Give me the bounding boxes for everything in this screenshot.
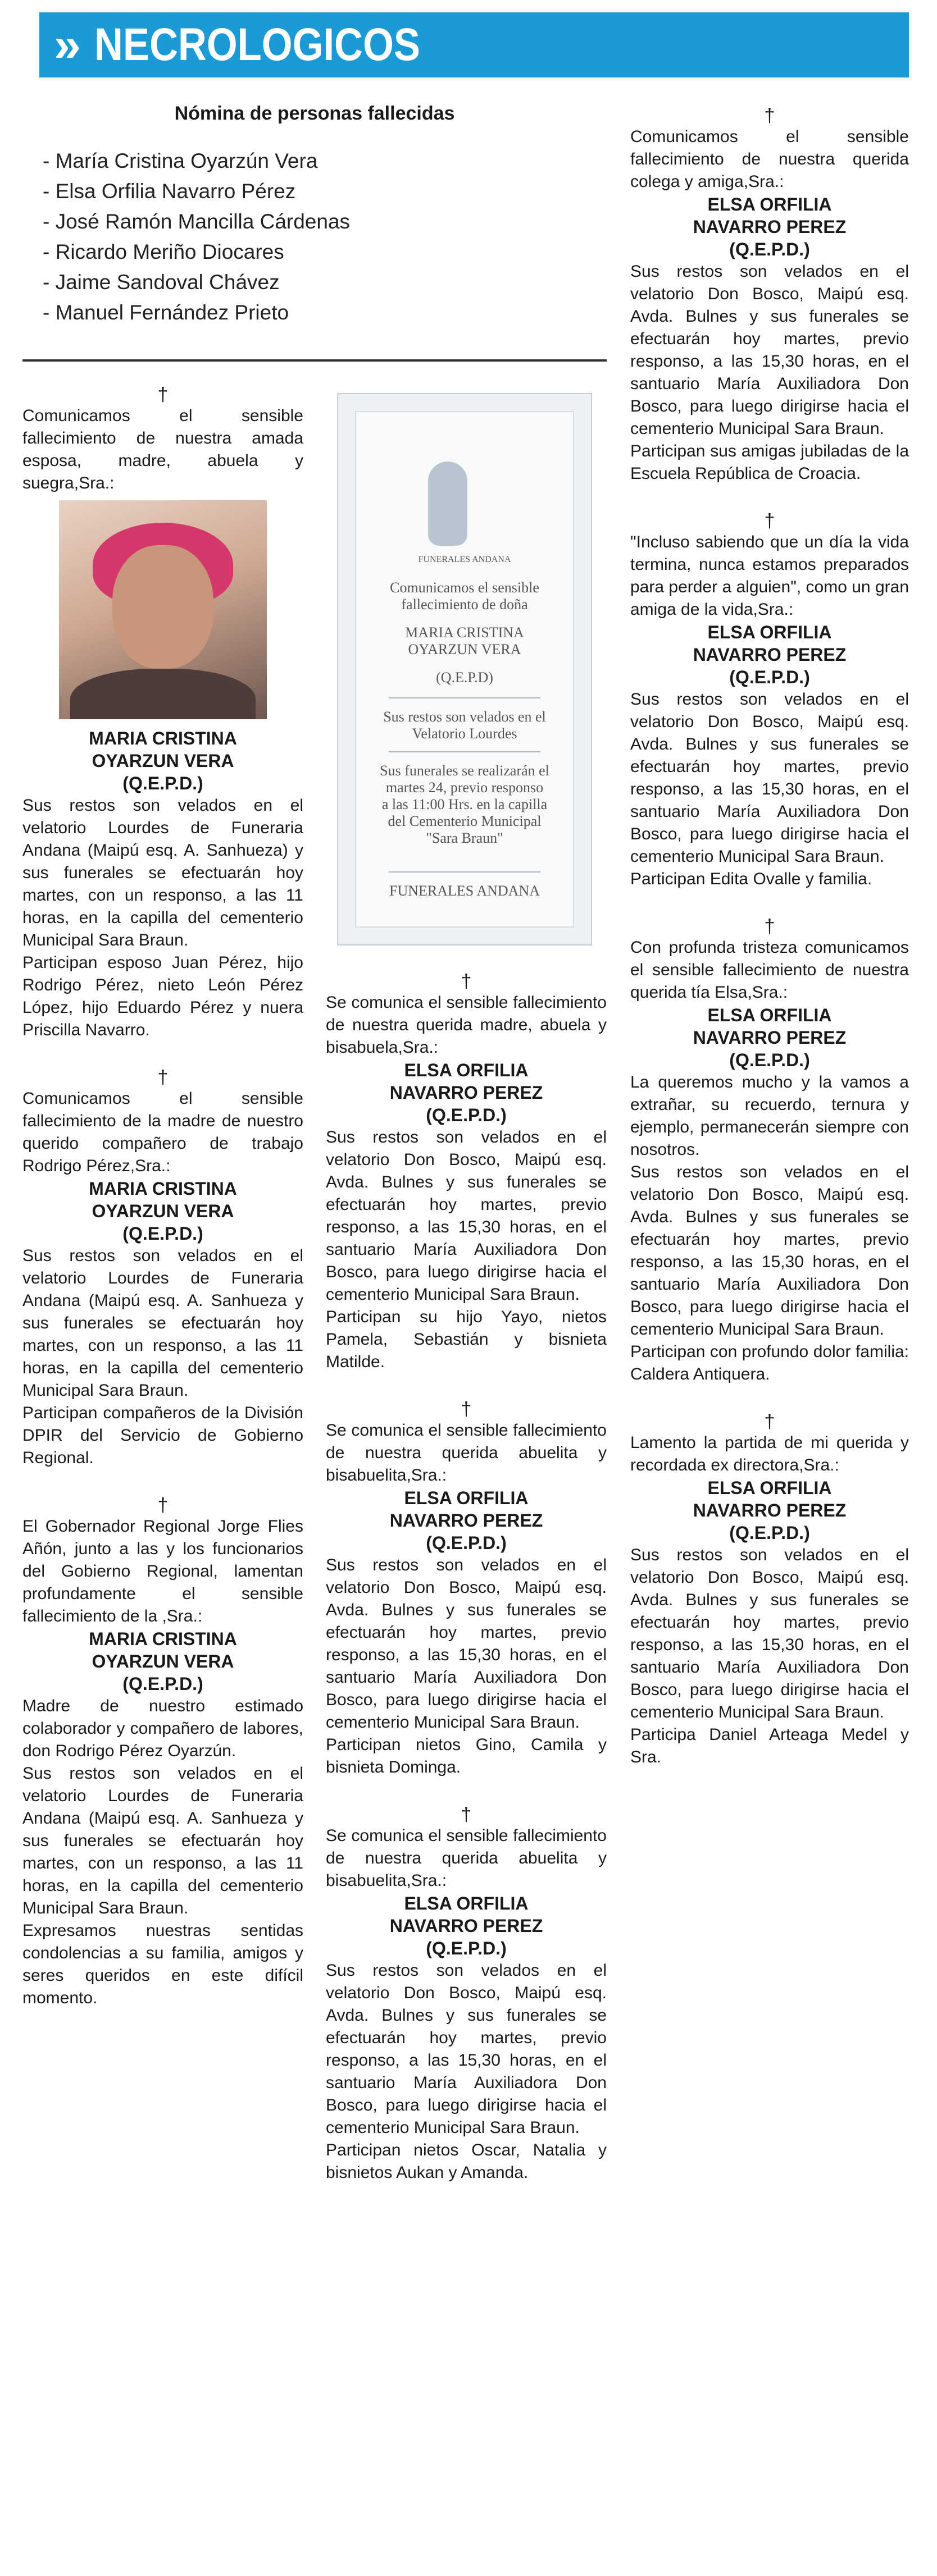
deceased-list-heading: Nómina de personas fallecidas: [174, 103, 455, 124]
deceased-name-line2: NAVARRO PEREZ: [389, 1916, 543, 1936]
deceased-name-line2: OYARZUN VERA: [92, 751, 234, 771]
deceased-name-line1: ELSA ORFILIA: [707, 194, 832, 214]
qepd: (Q.E.P.D.): [122, 1674, 203, 1694]
deceased-name-line1: ELSA ORFILIA: [707, 622, 832, 642]
cross-icon: †: [764, 510, 775, 532]
deceased-name-line2: NAVARRO PEREZ: [693, 1027, 847, 1048]
deceased-name-line1: MARIA CRISTINA: [89, 1179, 237, 1199]
notice-participants: Participan compañeros de la División DPIR del Servicio de Gobierno Regional.: [22, 1404, 303, 1467]
card-divider: [389, 751, 540, 752]
cross-icon: †: [157, 1495, 169, 1516]
obituary-notice: [22, 1067, 303, 1469]
card-text: a las 11:00 Hrs. en la capilla: [381, 796, 548, 812]
notice-intro: Con profunda tristeza comunicamos el sensible fallecimiento de nuestra querida tía Elsa,Sra.:: [630, 938, 909, 1002]
deceased-name-line2: NAVARRO PEREZ: [389, 1510, 543, 1531]
deceased-name: - Manuel Fernández Prieto: [43, 298, 607, 328]
notice-participants: Expresamos nuestras sentidas condolencias a su familia, amigos y seres queridos en este difícil momento.: [22, 1921, 303, 2007]
card-text: Comunicamos el sensible: [390, 579, 539, 596]
notice-participants: Participan sus amigas jubiladas de la Escuela República de Croacia.: [630, 442, 909, 483]
cross-icon: †: [157, 1067, 169, 1088]
notice-intro: Lamento la partida de mi querida y recordada ex directora,Sra.:: [630, 1433, 909, 1474]
notice-body: Sus restos son velados en el velatorio Don Bosco, Maipú esq. Avda. Bulnes y sus funerales se efectuarán hoy martes, previo responso, a las 15,30 horas, en el santuario María Auxiliadora Don Bosco, para luego dirigirse hacia el cementerio Municipal Sara Braun.: [630, 262, 909, 438]
notice-body: Sus restos son velados en el velatorio Don Bosco, Maipú esq. Avda. Bulnes y sus funerales se efectuarán hoy martes, previo responso, a las 15,30 horas, en el santuario María Auxiliadora Don Bosco, para luego dirigirse hacia el cementerio Municipal Sara Braun.: [326, 1128, 607, 1304]
cross-icon: †: [461, 1804, 472, 1825]
obituary-notice: [22, 385, 303, 1042]
notice-body: Sus restos son velados en el velatorio Don Bosco, Maipú esq. Avda. Bulnes y sus funerales se efectuarán hoy martes, previo responso, a las 15,30 horas, en el santuario María Auxiliadora Don Bosco, para luego dirigirse hacia el cementerio Municipal Sara Braun.: [630, 690, 909, 866]
notice-body: Sus restos son velados en el velatorio Don Bosco, Maipú esq. Avda. Bulnes y sus funerales se efectuarán hoy martes, previo responso, a las 15,30 horas, en el santuario María Auxiliadora Don Bosco, para luego dirigirse hacia el cementerio Municipal Sara Braun.: [630, 1546, 909, 1721]
notice-participants: Participan nietos Gino, Camila y bisnieta Dominga.: [326, 1735, 607, 1776]
deceased-name-line1: ELSA ORFILIA: [404, 1488, 529, 1508]
obituary-notice: [630, 106, 909, 485]
notice-body: Sus restos son velados en el velatorio Don Bosco, Maipú esq. Avda. Bulnes y sus funerales se efectuarán hoy martes, previo responso, a las 15,30 horas, en el santuario María Auxiliadora Don Bosco, para luego dirigirse hacia el cementerio Municipal Sara Braun.: [326, 1556, 607, 1732]
notice-intro: Se comunica el sensible fallecimiento de nuestra querida madre, abuela y bisabuela,Sra.:: [326, 993, 607, 1057]
card-footer: FUNERALES ANDANA: [389, 883, 540, 899]
qepd: (Q.E.P.D.): [729, 1523, 810, 1543]
qepd: (Q.E.P.D.): [729, 1050, 810, 1070]
obituary-notice: [630, 916, 909, 1386]
qepd: (Q.E.P.D.): [426, 1533, 507, 1553]
qepd: (Q.E.P.D.): [426, 1938, 507, 1958]
notice-intro: "Incluso sabiendo que un día la vida termina, nunca estamos preparados para perder a alguien", como un gran amiga de la vida,Sra.:: [630, 533, 909, 619]
deceased-name-line1: ELSA ORFILIA: [707, 1005, 832, 1025]
notice-body: Sus restos son velados en el velatorio Lourdes de Funeraria Andana (Maipú esq. A. Sanhueza) y sus funerales se efectuarán hoy martes, con un responso, a las 11 horas, en la capilla del cementerio Municipal Sara Braun.: [22, 796, 303, 949]
card-text: del Cementerio Municipal: [388, 813, 542, 829]
notice-extra: Madre de nuestro estimado colaborador y compañero de labores, don Rodrigo Pérez Oyarzún.: [22, 1697, 303, 1760]
card-divider: [389, 871, 540, 873]
cross-icon: †: [157, 384, 169, 405]
notice-participants: Participan nietos Oscar, Natalia y bisnietos Aukan y Amanda.: [326, 2141, 607, 2182]
cross-icon: †: [461, 1399, 472, 1420]
deceased-name: - José Ramón Mancilla Cárdenas: [43, 207, 607, 237]
deceased-name-line2: OYARZUN VERA: [92, 1201, 234, 1221]
notice-participants: Participan con profundo dolor familia: Caldera Antiquera.: [630, 1342, 909, 1383]
deceased-name-line2: NAVARRO PEREZ: [389, 1083, 543, 1103]
list-divider: [22, 359, 607, 362]
card-text: Velatorio Lourdes: [412, 725, 517, 742]
deceased-name-line2: NAVARRO PEREZ: [693, 217, 847, 237]
cross-icon: †: [764, 916, 775, 937]
deceased-name-line2: NAVARRO PEREZ: [693, 645, 847, 665]
notice-participants: Participa Daniel Arteaga Medel y Sra.: [630, 1725, 909, 1766]
obituary-notice: [326, 971, 607, 1373]
qepd: (Q.E.P.D.): [122, 1223, 203, 1244]
notice-body: Sus restos son velados en el velatorio Don Bosco, Maipú esq. Avda. Bulnes y sus funerales se efectuarán hoy martes, previo responso, a las 15,30 horas, en el santuario María Auxiliadora Don Bosco, para luego dirigirse hacia el cementerio Municipal Sara Braun.: [326, 1961, 607, 2137]
obituary-notice: [22, 1495, 303, 2009]
deceased-name-line1: ELSA ORFILIA: [707, 1478, 832, 1498]
notice-intro: Comunicamos el sensible fallecimiento de la madre de nuestro querido compañero de trabajo Rodrigo Pérez,Sra.:: [22, 1089, 303, 1175]
notice-extra: La queremos mucho y la vamos a extrañar, su recuerdo, ternura y ejemplo, permanecerán siempre con nosotros.: [630, 1073, 909, 1159]
card-divider: [389, 697, 540, 698]
section-title: NECROLOGICOS: [94, 19, 420, 70]
card-text: Sus restos son velados en el: [383, 709, 546, 725]
notice-participants: Participan esposo Juan Pérez, hijo Rodrigo Pérez, nieto León Pérez López, hijo Eduardo Pérez y nuera Priscilla Navarro.: [22, 953, 303, 1039]
virgin-mary-image: [428, 462, 467, 546]
qepd: (Q.E.P.D.): [729, 239, 810, 259]
card-name: OYARZUN VERA: [408, 641, 521, 657]
notice-body: Sus restos son velados en el velatorio Lourdes de Funeraria Andana (Maipú esq. A. Sanhueza y sus funerales se efectuarán hoy martes, con un responso, a las 11 horas, en la capilla del cementerio Municipal Sara Braun.: [22, 1764, 303, 1917]
card-text: martes 24, previo responso: [385, 779, 544, 796]
funeral-card: [337, 393, 592, 946]
deceased-photo: [59, 500, 267, 719]
notice-intro: El Gobernador Regional Jorge Flies Añón, junto a las y los funcionarios del Gobierno Regional, lamentan profundamente el sensible fallecimiento de la ,Sra.:: [22, 1517, 303, 1625]
deceased-name-line1: MARIA CRISTINA: [89, 728, 237, 748]
deceased-name-line1: MARIA CRISTINA: [89, 1629, 237, 1649]
section-banner: [39, 12, 909, 77]
column-3: [630, 106, 909, 1769]
qepd: (Q.E.P.D.): [729, 667, 810, 687]
deceased-name: - María Cristina Oyarzún Vera: [43, 146, 607, 176]
notice-intro: Se comunica el sensible fallecimiento de nuestra querida abuelita y bisabuelita,Sra.:: [326, 1421, 607, 1485]
deceased-name-line1: ELSA ORFILIA: [404, 1893, 529, 1913]
obituary-notice: [326, 1399, 607, 1779]
card-name: MARIA CRISTINA: [405, 624, 524, 641]
deceased-name: - Elsa Orfilia Navarro Pérez: [43, 176, 607, 207]
obituary-notice: [326, 1805, 607, 2184]
deceased-name: - Ricardo Meriño Diocares: [43, 237, 607, 267]
deceased-name-line2: NAVARRO PEREZ: [693, 1500, 847, 1520]
obituary-notice: [630, 1412, 909, 1769]
notice-body: Sus restos son velados en el velatorio Lourdes de Funeraria Andana (Maipú esq. A. Sanhueza y sus funerales se efectuarán hoy martes, con un responso, a las 11 horas, en la capilla del cementerio Municipal Sara Braun.: [22, 1246, 303, 1400]
notice-intro: Comunicamos el sensible fallecimiento de nuestra amada esposa, madre, abuela y suegra,Sra.:: [22, 407, 303, 492]
column-1: [22, 385, 303, 2009]
notice-participants: Participan Edita Ovalle y familia.: [630, 870, 872, 888]
deceased-name-line1: ELSA ORFILIA: [404, 1060, 529, 1080]
card-header: FUNERALES ANDANA: [418, 555, 511, 564]
card-text: "Sara Braun": [426, 830, 503, 846]
notice-participants: Participan su hijo Yayo, nietos Pamela, Sebastián y bisnieta Matilde.: [326, 1308, 607, 1371]
card-text: fallecimiento de doña: [401, 596, 528, 613]
notice-body: Sus restos son velados en el velatorio Don Bosco, Maipú esq. Avda. Bulnes y sus funerales se efectuarán hoy martes, previo responso, a las 15,30 horas, en el santuario María Auxiliadora Don Bosco, para luego dirigirse hacia el cementerio Municipal Sara Braun.: [630, 1163, 909, 1339]
deceased-name-line2: OYARZUN VERA: [92, 1651, 234, 1671]
qepd: (Q.E.P.D.): [426, 1105, 507, 1125]
obituary-notice: [630, 511, 909, 890]
cross-icon: †: [461, 971, 472, 992]
deceased-name: - Jaime Sandoval Chávez: [43, 267, 607, 298]
column-2: [326, 971, 607, 2184]
notice-intro: Comunicamos el sensible fallecimiento de nuestra querida colega y amiga,Sra.:: [630, 127, 909, 191]
double-chevron-icon: »: [54, 18, 73, 72]
card-qepd: (Q.E.P.D): [436, 669, 493, 686]
qepd: (Q.E.P.D.): [122, 773, 203, 793]
notice-intro: Se comunica el sensible fallecimiento de nuestra querida abuelita y bisabuelita,Sra.:: [326, 1826, 607, 1890]
card-text: Sus funerales se realizarán el: [380, 762, 549, 779]
cross-icon: †: [764, 105, 775, 126]
cross-icon: †: [764, 1411, 775, 1432]
deceased-names: [22, 146, 607, 328]
deceased-list: [22, 101, 607, 328]
